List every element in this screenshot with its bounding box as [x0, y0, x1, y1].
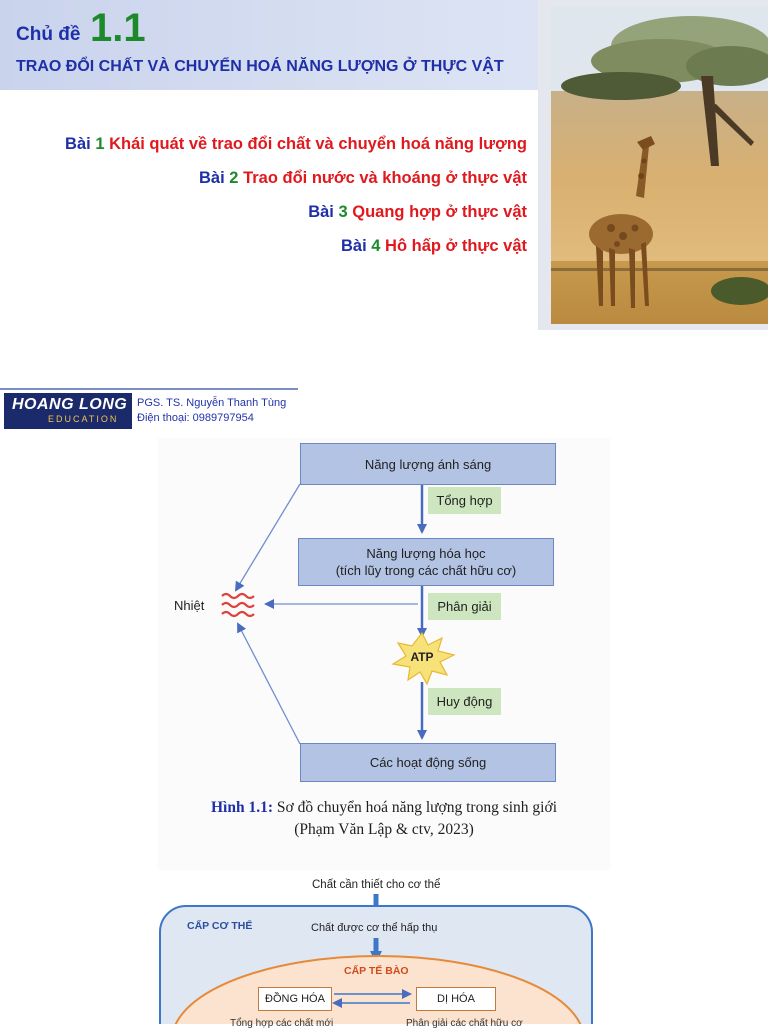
lesson-item-2: Bài 2 Trao đổi nước và khoáng ở thực vật [199, 169, 527, 187]
atp-label: ATP [410, 650, 434, 664]
label-synthesis-new: Tổng hợp các chất mới [230, 1018, 334, 1029]
box-catabolism: DỊ HÓA [416, 987, 496, 1011]
figure-caption-source: (Phạm Văn Lập & ctv, 2023) [294, 821, 474, 838]
author-name: PGS. TS. Nguyễn Thanh Tùng [137, 397, 287, 409]
topic-number: 1.1 [90, 6, 146, 50]
heat-label: Nhiệt [174, 598, 205, 613]
label-breakdown-organic: Phân giải các chất hữu cơ [406, 1018, 523, 1029]
box-light-energy: Năng lượng ánh sáng [300, 443, 556, 485]
label-cell-level: CẤP TẾ BÀO [344, 965, 409, 977]
step-breakdown: Phân giải [428, 593, 501, 620]
step-mobilize: Huy động [428, 688, 501, 715]
label-needed-substances: Chất cần thiết cho cơ thể [312, 879, 441, 891]
step-synthesis: Tổng hợp [428, 487, 501, 514]
label-organism-level: CẤP CƠ THỂ [187, 920, 253, 932]
figure-caption: Hình 1.1: Sơ đồ chuyển hoá năng lượng trong sinh giới (Phạm Văn Lập & ctv, 2023) [158, 797, 610, 841]
box-life-activities: Các hoạt động sống [300, 743, 556, 782]
lesson-item-4: Bài 4 Hô hấp ở thực vật [340, 237, 527, 255]
topic-title: TRAO ĐỔI CHẤT VÀ CHUYỂN HOÁ NĂNG LƯỢNG Ở THỰC VẬT [16, 58, 504, 75]
heat-icon [222, 594, 254, 616]
hoang-long-logo: HOANG LONG EDUCATION [4, 393, 132, 429]
topic-label: Chủ đề [16, 24, 81, 45]
label-absorbed-substances: Chất được cơ thể hấp thụ [311, 922, 438, 934]
lesson-item-3: Bài 3 Quang hợp ở thực vật [308, 203, 527, 221]
box-chemical-energy: Năng lượng hóa học (tích lũy trong các chất hữu cơ) [298, 538, 554, 586]
author-phone: Điện thoại: 0989797954 [137, 412, 254, 424]
lesson-item-1: Bài 1 Khái quát về trao đổi chất và chuyển hoá năng lượng [65, 135, 527, 153]
box-anabolism: ĐỒNG HÓA [258, 987, 332, 1011]
